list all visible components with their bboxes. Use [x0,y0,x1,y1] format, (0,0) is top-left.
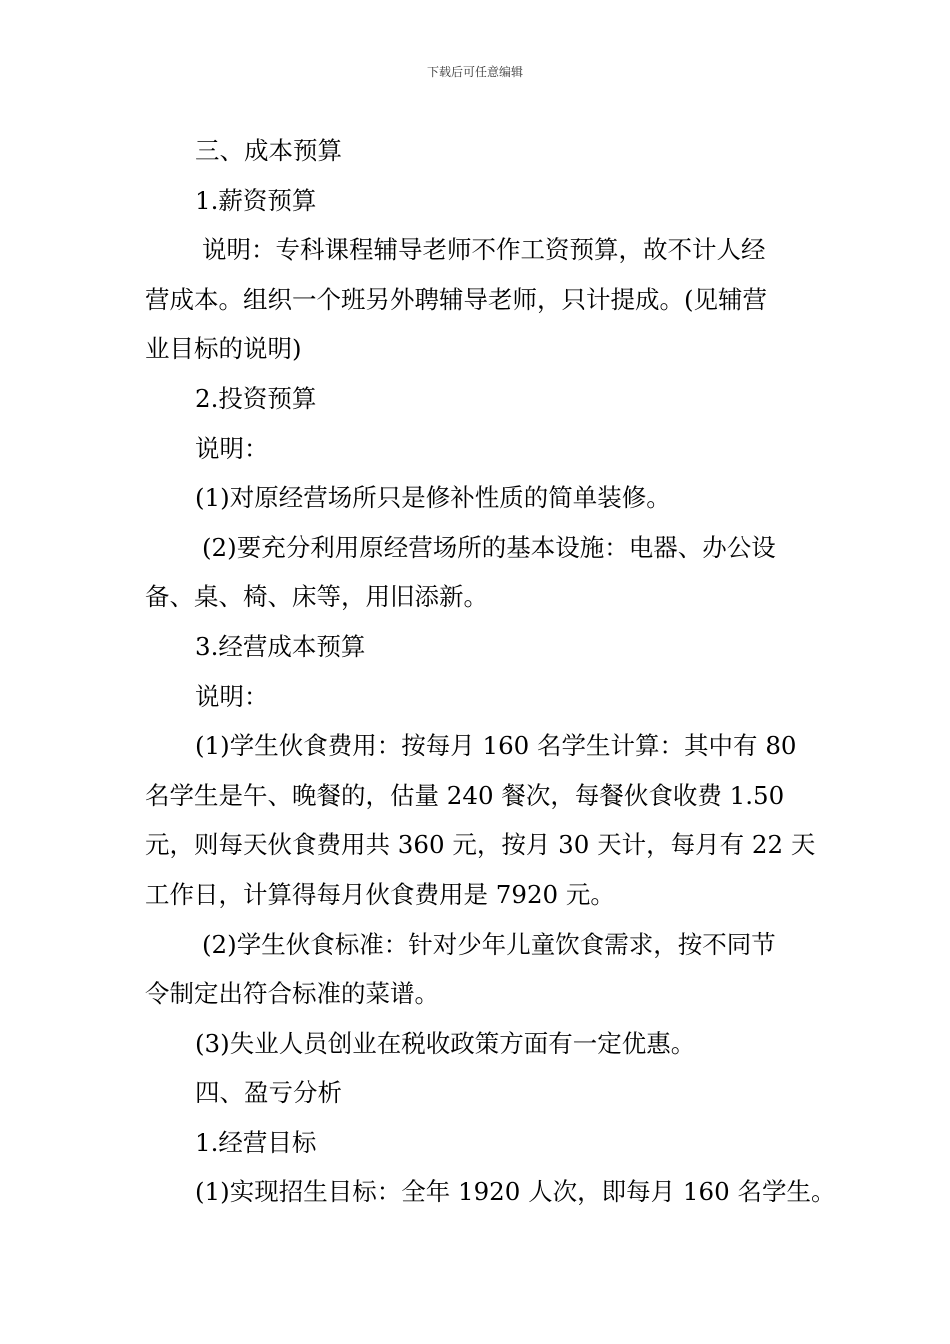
paragraph-line: 令制定出符合标准的菜谱。 [145,979,439,1009]
section-heading-profit-loss: 四、盈亏分析 [195,1078,342,1108]
paragraph-line: (3)失业人员创业在税收政策方面有一定优惠。 [195,1028,696,1058]
paragraph-line: (2)要充分利用原经营场所的基本设施：电器、办公设 [202,532,776,562]
paragraph-line: (2)学生伙食标准：针对少年儿童饮食需求，按不同节 [202,929,776,959]
paragraph-line: 说明： [195,433,269,463]
subheading-salary-budget: 1.薪资预算 [195,185,317,215]
paragraph-line: (1)实现招生目标：全年 1920 人次，即每月 160 名学生。 [195,1177,836,1207]
document-body [145,126,836,1217]
paragraph-line: (1)学生伙食费用：按每月 160 名学生计算：其中有 80 [195,731,797,761]
subheading-business-target: 1.经营目标 [195,1127,317,1157]
subheading-investment-budget: 2.投资预算 [195,383,317,413]
subheading-operating-cost-budget: 3.经营成本预算 [195,631,366,661]
page-header: 下载后可任意编辑 [426,65,523,79]
paragraph-line: 元，则每天伙食费用共 360 元，按月 30 天计，每月有 22 天 [145,830,816,860]
paragraph-line: (1)对原经营场所只是修补性质的简单装修。 [195,483,671,513]
paragraph-line: 备、桌、椅、床等，用旧添新。 [145,582,488,612]
paragraph-line: 营成本。组织一个班另外聘辅导老师，只计提成。(见辅营 [145,284,768,314]
paragraph-line: 工作日，计算得每月伙食费用是 7920 元。 [145,879,615,909]
paragraph-line: 说明： [195,681,269,711]
section-heading-cost-budget: 三、成本预算 [195,136,342,165]
paragraph-line: 说明：专科课程辅导老师不作工资预算，故不计人经 [202,235,766,265]
paragraph-line: 业目标的说明) [145,334,302,364]
paragraph-line: 名学生是午、晚餐的，估量 240 餐次，每餐伙食收费 1.50 [145,780,785,810]
